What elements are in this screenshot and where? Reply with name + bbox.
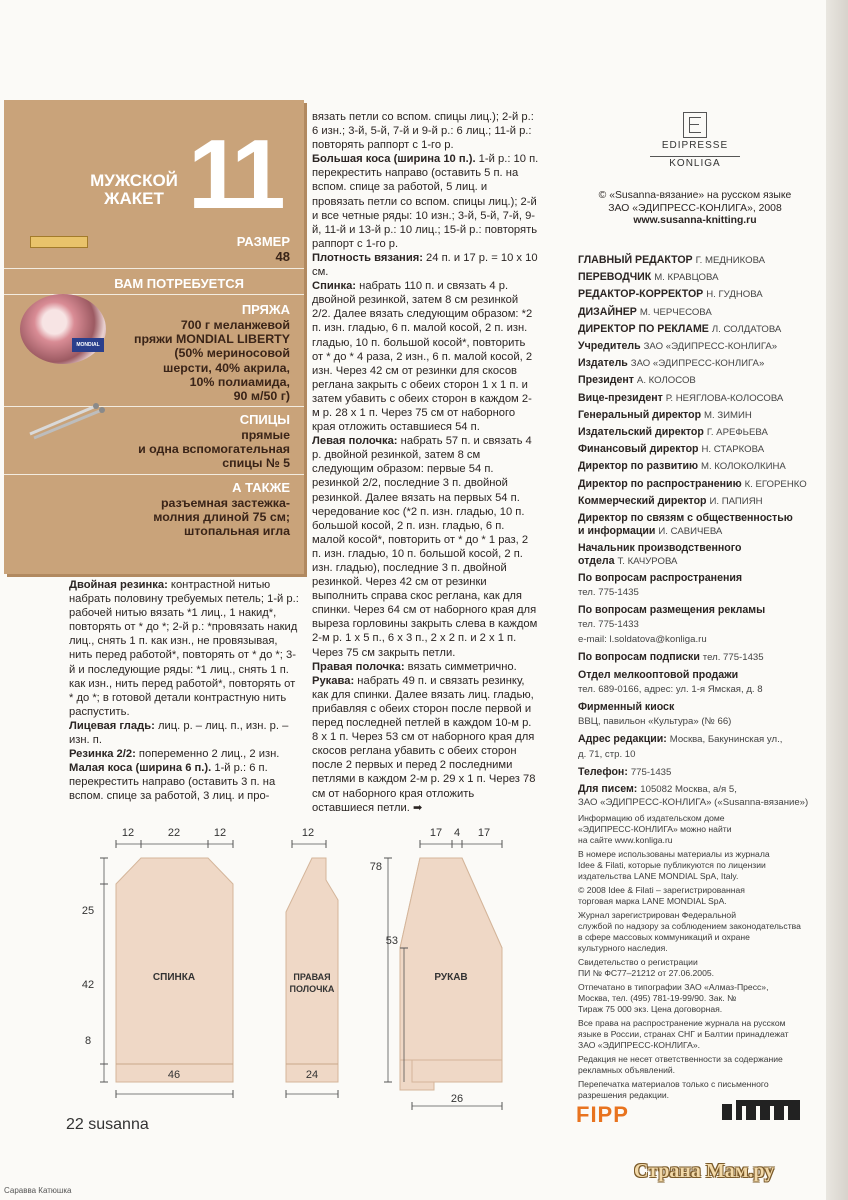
needles-line: спицы № 5 bbox=[222, 456, 290, 471]
title-line-2: ЖАКЕТ bbox=[104, 189, 164, 208]
paragraph-gauge: Плотность вязания: 24 п. и 17 р. = 10 x 10 см. bbox=[312, 251, 538, 279]
magazine-brand: susanna bbox=[88, 1116, 149, 1133]
copyright-block bbox=[575, 190, 815, 228]
needles-details bbox=[138, 428, 290, 471]
credit-line: Учредитель ЗАО «ЭДИПРЕСС-КОНЛИГА» bbox=[578, 340, 778, 353]
fine-print-line: Москва, тел. (495) 781-19-99/90. Зак. № bbox=[578, 993, 737, 1004]
contact-office: Адрес редакции: Москва, Бакунинская ул., д. 71, стр. 10 bbox=[578, 733, 783, 761]
fine-print-line: Перепечатка материалов только с письменного bbox=[578, 1079, 769, 1090]
yarn-line: 90 м/50 г) bbox=[233, 389, 290, 404]
also-line: разъемная застежка- bbox=[160, 496, 290, 510]
sleeve-label: РУКАВ bbox=[434, 972, 468, 983]
needles-line: и одна вспомогательная bbox=[138, 442, 290, 457]
sleeve-dim-top: 17 bbox=[477, 827, 491, 839]
fine-print-line: ПИ № ФС77–21212 от 27.06.2005. bbox=[578, 968, 715, 979]
back-schematic bbox=[82, 827, 233, 1098]
credit-pr: Директор по связям с общественностью и информации И. САВИЧЕВА bbox=[578, 512, 793, 538]
fine-print-line: ЗАО «ЭДИПРЕСС-КОНЛИГА». bbox=[578, 1040, 700, 1051]
project-number: 11 bbox=[188, 119, 280, 229]
website-link[interactable]: www.susanna-knitting.ru bbox=[633, 215, 757, 226]
yarn-label: MONDIAL bbox=[72, 338, 104, 352]
contact-distribution: По вопросам распространения тел. 775-1435 bbox=[578, 572, 743, 599]
need-heading: ВАМ ПОТРЕБУЕТСЯ bbox=[114, 276, 244, 291]
credits-list bbox=[578, 252, 808, 510]
size-value: 48 bbox=[275, 249, 290, 264]
back-label: СПИНКА bbox=[152, 972, 196, 983]
fine-print-line: Idee & Filati, которые публикуются по лицензии bbox=[578, 860, 766, 871]
gipp-logo-icon bbox=[722, 1100, 800, 1120]
continue-arrow-icon: ➡ bbox=[412, 801, 423, 814]
credit-line: Коммерческий директор И. ПАПИЯН bbox=[578, 494, 763, 507]
fine-print-line: Журнал зарегистрирован Федеральной bbox=[578, 910, 737, 921]
sleeve-dim-top: 17 bbox=[429, 827, 443, 839]
back-dim-left: 25 bbox=[81, 905, 95, 917]
credit-line: Президент А. КОЛОСОВ bbox=[578, 374, 696, 387]
sleeve-dim-top: 4 bbox=[453, 827, 461, 839]
credit-line: Вице-президент Р. НЕЯГЛОВА-КОЛОСОВА bbox=[578, 391, 784, 404]
front-label: ПОЛОЧКА bbox=[289, 984, 335, 994]
copyright-line: © «Susanna-вязание» на русском языке bbox=[598, 190, 792, 201]
yarn-line: 10% полиамида, bbox=[189, 374, 290, 389]
credit-line: ДИЗАЙНЕР М. ЧЕРЧЕСОВА bbox=[578, 305, 712, 318]
needles-heading: СПИЦЫ bbox=[239, 412, 290, 427]
sleeve-schematic bbox=[370, 827, 502, 1110]
back-dim-top: 12 bbox=[121, 827, 135, 839]
ruler-icon bbox=[30, 236, 88, 248]
credit-line: ГЛАВНЫЙ РЕДАКТОР Г. МЕДНИКОВА bbox=[578, 254, 766, 266]
fipp-logo: FIPP bbox=[576, 1102, 629, 1127]
fine-print bbox=[578, 813, 808, 1101]
paragraph-sleeves: Рукава: набрать 49 п. и связать резинку, как для спинки. Далее вязать лиц. гладью, прибавляя с обеих сторон после первой и перед последней петлей в каждом 10-м р. 8 x 1 п. Через 53 см от наборного края для скосов реглана убавить с обеих сторон после 2 первых и перед 2 последними петлями в каждом 2-м р. 29 x 1 п. Через 78 см от наборного края отложить оставшиеся петли. ➡ bbox=[312, 674, 536, 814]
paragraph-double-rib: Двойная резинка: контрастной нитью набрать половину требуемых петель; 1-й р.: рабочей нитью вязать *1 лиц., 1 накид*, повторять от * до *; 2-й р.: *провязать накид лиц., снять 1 п. как изн., не провязывая, нить перед работой*, повторять от * до *; 3-й и последующие ряды: *1 лиц., снять 1 п. как изн., нить перед работой*, повторять от * до *; в готовой детали контрастную нить распустить. bbox=[69, 579, 299, 718]
paragraph-rib-2x2: Резинка 2/2: попеременно 2 лиц., 2 изн. bbox=[69, 748, 280, 761]
fine-print-line: рекламных объявлений. bbox=[578, 1065, 676, 1076]
needles-line: прямые bbox=[241, 428, 290, 442]
page-number: 22 bbox=[66, 1116, 84, 1133]
fine-print-line: языке в России, странах СНГ и Балтии принадлежат bbox=[578, 1029, 789, 1040]
also-heading: А ТАКЖЕ bbox=[232, 480, 290, 495]
contact-ads: По вопросам размещения рекламы тел. 775-1433 e-mail: l.soldatova@konliga.ru bbox=[578, 604, 766, 646]
logo-edipresse: EDIPRESSE bbox=[661, 140, 729, 151]
credit-line: Директор по развитию М. КОЛОКОЛКИНА bbox=[578, 460, 786, 473]
also-details bbox=[153, 496, 290, 539]
yarn-ball-image bbox=[20, 294, 106, 364]
credit-line: Финансовый директор Н. СТАРКОВА bbox=[578, 443, 765, 456]
sleeve-dim-left: 78 bbox=[369, 861, 382, 873]
paragraph-small-cable: Малая коса (ширина 6 п.). 1-й р.: 6 п. перекрестить направо (оставить 3 п. на вспом. спице за работой, 3 лиц. и про- bbox=[69, 762, 276, 803]
contact-letters: Для писем: 105082 Москва, а/я 5, ЗАО «ЭДИПРЕСС-КОНЛИГА» («Susanna-вязание») bbox=[578, 783, 809, 809]
also-line: штопальная игла bbox=[184, 524, 290, 539]
back-dim-bottom: 46 bbox=[167, 1069, 181, 1081]
copyright-line: ЗАО «ЭДИПРЕСС-КОНЛИГА», 2008 bbox=[608, 202, 782, 214]
yarn-line: 700 г меланжевой bbox=[180, 318, 290, 332]
back-dim-left: 42 bbox=[81, 979, 95, 991]
title-line-1: МУЖСКОЙ bbox=[90, 171, 178, 190]
also-line: молния длиной 75 см; bbox=[153, 510, 290, 525]
paragraph-small-cable-cont: вязать петли со вспом. спицы лиц.); 2-й р.: 6 изн.; 3-й, 5-й, 7-й и 9-й р.: 6 лиц.; 11-й р.: повторять раппорт с 1-го р. bbox=[312, 111, 534, 152]
page-spine bbox=[826, 0, 848, 1200]
instructions-left-column bbox=[69, 578, 301, 804]
fine-print-line: В номере использованы материалы из журнала bbox=[578, 849, 770, 860]
fine-print-line: торговая марка LANE MONDIAL SpA. bbox=[578, 896, 727, 907]
edipresse-logo-icon bbox=[683, 112, 707, 138]
back-dim-top: 12 bbox=[213, 827, 227, 839]
fine-print-line: Информацию об издательском доме bbox=[578, 813, 725, 824]
materials-sidebar bbox=[4, 100, 304, 574]
yarn-line: шерсти, 40% акрила, bbox=[163, 360, 290, 375]
fine-print-line: на сайте www.konliga.ru bbox=[578, 835, 673, 846]
masthead-credits bbox=[578, 252, 808, 1101]
instructions-middle-column bbox=[312, 110, 539, 815]
fine-print-line: Редакция не несет ответственности за содержание bbox=[578, 1054, 783, 1065]
paragraph-stockinette: Лицевая гладь: лиц. р. – лиц. п., изн. р. – изн. п. bbox=[69, 719, 289, 747]
yarn-details bbox=[134, 318, 290, 403]
credit-line: Директор по распространению К. ЕГОРЕНКО bbox=[578, 477, 807, 490]
credit-production: Начальник производственного отдела Т. КАЧУРОВА bbox=[578, 542, 742, 568]
contact-phone: Телефон: 775-1435 bbox=[578, 766, 672, 779]
watermark: Страна Мам.ру bbox=[634, 1160, 775, 1182]
credit-line: Издатель ЗАО «ЭДИПРЕСС-КОНЛИГА» bbox=[578, 357, 765, 370]
contact-retail: Отдел мелкооптовой продажи тел. 689-0166, адрес: ул. 1-я Ямская, д. 8 bbox=[578, 669, 763, 696]
fine-print-line: Свидетельство о регистрации bbox=[578, 957, 698, 968]
paragraph-back: Спинка: набрать 110 п. и связать 4 р. двойной резинкой, затем 8 см резинкой 2/2. Далее вязать следующим образом: *2 п. изн. гладью, 6 п. малой косой, 2 п. изн. гладью, 10 п. большой косой*, повторить от * до * 4 раза, 2 изн., 6 п. малой косой, 2 изн. Через 42 см от резинки для скосов реглана закрыть с обеих сторон 1 x 1 п. и затем убавить с обеих сторон в каждом 2-м р. 28 x 1 п. Через 75 см от наборного края отложить оставшиеся 54 п. bbox=[312, 280, 533, 434]
fine-print-line: Отпечатано в типографии ЗАО «Алмаз-Пресс», bbox=[578, 982, 769, 993]
credit-line: Генеральный директор М. ЗИМИН bbox=[578, 408, 752, 421]
needles-icon bbox=[26, 400, 106, 440]
signature: Саравва Катюшка bbox=[4, 1186, 72, 1195]
project-title bbox=[74, 172, 194, 208]
size-heading: РАЗМЕР bbox=[236, 234, 290, 249]
fine-print-line: «ЭДИПРЕСС-КОНЛИГА» можно найти bbox=[578, 824, 732, 835]
credit-line: ПЕРЕВОДЧИК М. КРАВЦОВА bbox=[578, 271, 719, 284]
pattern-schematics bbox=[70, 820, 540, 1120]
logo-konliga: KONLIGA bbox=[650, 156, 740, 169]
fine-print-line: Тираж 75 000 экз. Цена договорная. bbox=[578, 1004, 723, 1015]
paragraph-right-front: Правая полочка: вязать симметрично. bbox=[312, 660, 517, 673]
front-schematic bbox=[286, 827, 338, 1098]
credit-line: РЕДАКТОР-КОРРЕКТОР Н. ГУДНОВА bbox=[578, 288, 763, 301]
credit-line: Издательский директор Г. АРЕФЬЕВА bbox=[578, 426, 768, 439]
fine-print-line: службой по надзору за соблюдением законодательства bbox=[578, 921, 801, 932]
yarn-line: пряжи MONDIAL LIBERTY bbox=[133, 332, 290, 347]
front-dim-bottom: 24 bbox=[305, 1069, 319, 1081]
fine-print-line: в сфере массовых коммуникаций и охране bbox=[578, 932, 750, 943]
contact-kiosk: Фирменный киоск ВВЦ, павильон «Культура» (№ 66) bbox=[578, 701, 732, 728]
front-label: ПРАВАЯ bbox=[293, 972, 331, 982]
back-dim-top: 22 bbox=[167, 827, 181, 839]
credit-line: ДИРЕКТОР ПО РЕКЛАМЕ Л. СОЛДАТОВА bbox=[578, 322, 782, 335]
fine-print-line: Все права на распространение журнала на русском bbox=[578, 1018, 786, 1029]
fine-print-line: культурного наследия. bbox=[578, 943, 668, 954]
back-dim-left: 8 bbox=[84, 1035, 92, 1047]
paragraph-big-cable: Большая коса (ширина 10 п.). 1-й р.: 10 п. перекрестить направо (оставить 5 п. на вспом. спице за работой, 5 лиц. и провязать петли со вспом. спицы лиц.); 2-й и все четные ряды: 10 изн.; 3-й, 5-й, 7-й, 9-й, 11-й и 13-й р.: 10 лиц.; 15-й р.: повторять раппорт с 1-го р. bbox=[312, 153, 539, 250]
yarn-line: (50% мериносовой bbox=[174, 346, 290, 361]
front-dim-top: 12 bbox=[301, 827, 315, 839]
contact-subscription: По вопросам подписки тел. 775-1435 bbox=[578, 651, 764, 664]
divider bbox=[4, 268, 304, 269]
sleeve-dim-bottom: 26 bbox=[450, 1093, 464, 1105]
page-number-footer bbox=[66, 1116, 149, 1134]
sleeve-dim-left: 53 bbox=[385, 935, 398, 947]
divider bbox=[4, 474, 304, 475]
paragraph-left-front: Левая полочка: набрать 57 п. и связать 4 р. двойной резинкой, затем 8 см следующим образом: первые 54 п. резинкой 2/2, последние 3 п. двойной резинкой. Далее вязать на первых 54 п. чередование кос (*2 п. изн. гладью, 10 п. большой косой, 2 п. изн. гладью, 6 п. малой косой*, повторить от * до * 1 раз, 2 п. изн. гладью, 10 п. большой косой, 2 п. изн. гладью), последние 3 п. двойной резинкой. Через 42 см от резинки выполнить справа скос реглана, как для спинки. Через 64 см от наборного края для выреза горловины закрыть слева в каждом 2-м р. 1 x 5 п., 6 x 3 п., 2 x 2 п. и 2 x 1 п. Через 75 см закрыть петли. bbox=[312, 435, 538, 659]
yarn-heading: ПРЯЖА bbox=[241, 302, 290, 317]
fine-print-line: издательства LANE MONDIAL SpA, Italy. bbox=[578, 871, 739, 882]
fine-print-line: разрешения редакции. bbox=[578, 1090, 670, 1101]
fine-print-line: © 2008 Idee & Filati – зарегистрированная bbox=[578, 885, 745, 896]
